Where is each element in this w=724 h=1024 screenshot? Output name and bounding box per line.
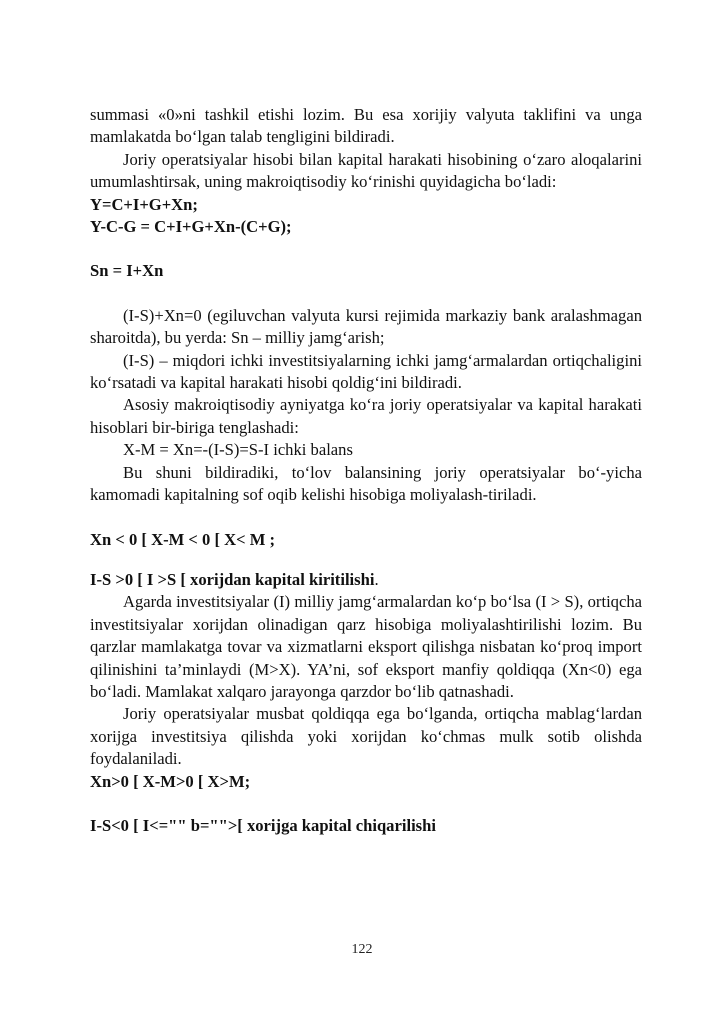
- paragraph: (I-S)+Xn=0 (egiluvchan valyuta kursi rejimida markaziy bank aralashmagan sharoitda), bu yerda: Sn – milliy jamg‘arish;: [90, 305, 642, 348]
- formula-period: .: [374, 569, 379, 589]
- paragraph: (I-S) – miqdori ichki investitsiyalarning ichki jamg‘armalardan ortiqchaligini ko‘rsatadi va kapital harakati hisobi qoldig‘ini bildiradi.: [90, 350, 642, 393]
- paragraph: Asosiy makroiqtisodiy ayniyatga ko‘ra joriy operatsiyalar va kapital harakati hisoblari bir-biriga tenglashadi:: [90, 395, 642, 437]
- formula: Y-C-G = C+I+G+Xn-(C+G);: [90, 217, 292, 237]
- paragraph: Agarda investitsiyalar (I) milliy jamg‘armalardan ko‘p bo‘lsa (I > S), ortiqcha investitsiyalar xorijdan olinadigan qarz hisobiga moliyalashtirilishi lozim. Bu qarzlar mamlakatga tovar va xizmatlarni eksport qilishga nisbatan ko‘proq import qilinishini ta’minlaydi (M>X). YA’ni, sof eksport manfiy qoldiqqa (Xn<0) ega bo‘ladi. Mamlakat xalqaro jarayonga qarzdor bo‘lib qatnashadi.: [90, 592, 642, 701]
- paragraph: summasi «0»ni tashkil etishi lozim. Bu esa xorijiy valyuta taklifini va unga mamlakatda bo‘lgan talab tengligini bildiradi.: [90, 105, 642, 147]
- paragraph: Bu shuni bildiradiki, to‘lov balansining joriy operatsiyalar bo‘-yicha kamomadi kapitalning sof oqib kelishi hisobiga moliyalash-tiriladi.: [90, 462, 642, 505]
- paragraph: Joriy operatsiyalar musbat qoldiqqa ega bo‘lganda, ortiqcha mablag‘lardan xorijga investitsiya qilishda yoki xorijdan ko‘chmas mulk sotib olishda foydalaniladi.: [90, 704, 642, 769]
- formula: Sn = I+Xn: [90, 261, 164, 281]
- formula: [90, 569, 642, 591]
- formula: I-S<0 [ I<="" b="">[ xorijga kapital chiqarilishi: [90, 815, 436, 835]
- page-body: [90, 104, 642, 837]
- paragraph: X-M = Xn=-(I-S)=S-I ichki balans: [123, 440, 353, 460]
- formula: Xn>0 [ X-M>0 [ X>M;: [90, 771, 251, 791]
- page-number: 122: [351, 942, 373, 957]
- formula: Xn < 0 [ X-M < 0 [ X< M ;: [90, 529, 276, 549]
- formula-text: I-S >0 [ I >S [ xorijdan kapital kiritilishi: [90, 569, 375, 589]
- formula: Y=C+I+G+Xn;: [90, 194, 198, 214]
- paragraph: Joriy operatsiyalar hisobi bilan kapital harakati hisobining o‘zaro aloqalarini umumlashtirsak, uning makroiqtisodiy ko‘rinishi quyidagicha bo‘ladi:: [90, 149, 642, 192]
